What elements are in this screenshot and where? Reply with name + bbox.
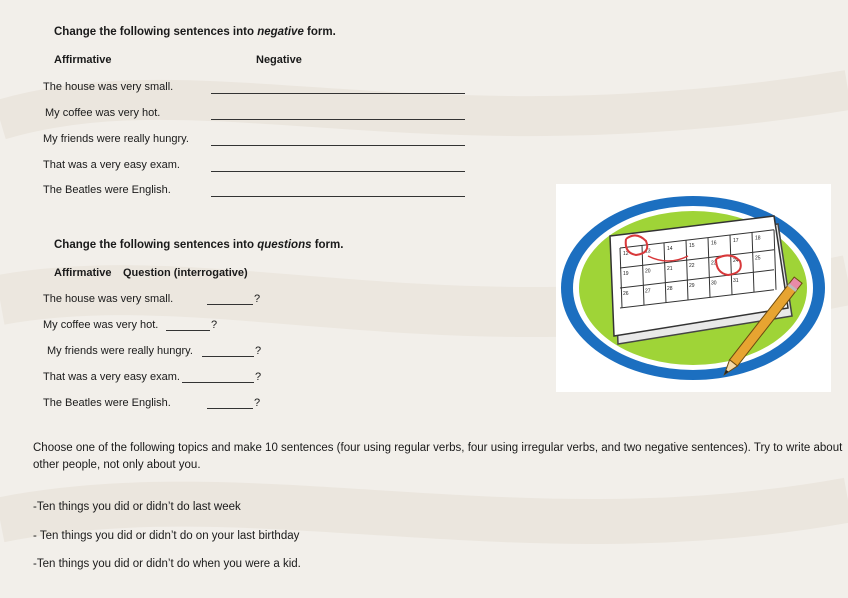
- calendar-day-number: 19: [623, 271, 629, 277]
- calendar-day-number: 23: [711, 260, 717, 267]
- calendar-day-number: 31: [733, 278, 739, 284]
- q-answer-line-2[interactable]: [166, 330, 210, 331]
- calendar-day-number: 12: [623, 251, 629, 257]
- q-sentence-2: My coffee was very hot.: [43, 319, 159, 331]
- neg-answer-line-3[interactable]: [211, 145, 465, 146]
- calendar-day-number: 30: [711, 280, 717, 287]
- section1-heading: Change the following sentences into negative form.: [54, 26, 336, 38]
- col-question: Question (interrogative): [123, 267, 248, 279]
- calendar-pencil-illustration: [556, 184, 831, 392]
- col-negative: Negative: [256, 54, 302, 66]
- instructions-paragraph: Choose one of the following topics and make 10 sentences (four using regular verbs, four using irregular verbs, and two negative sentences). Try to write about other people, not only about you.: [33, 442, 843, 471]
- calendar-day-number: 15: [689, 243, 695, 250]
- neg-answer-line-1[interactable]: [211, 93, 465, 94]
- q-mark-3: ?: [255, 345, 262, 357]
- q-sentence-4: That was a very easy exam.: [43, 371, 180, 383]
- neg-sentence-5: The Beatles were English.: [43, 184, 171, 196]
- topic-3: -Ten things you did or didn’t do when you were a kid.: [33, 558, 301, 570]
- q-mark-4: ?: [255, 371, 262, 383]
- topic-2: - Ten things you did or didn’t do on your last birthday: [33, 530, 300, 542]
- q-mark-1: ?: [254, 293, 261, 305]
- calendar-day-number: 16: [711, 240, 717, 247]
- calendar-day-number: 17: [733, 238, 739, 244]
- neg-sentence-2: My coffee was very hot.: [45, 107, 161, 119]
- calendar-day-number: 14: [667, 245, 673, 252]
- calendar-day-number: 21: [667, 265, 673, 272]
- calendar-day-number: 24: [733, 258, 739, 264]
- calendar-day-number: 20: [645, 268, 651, 275]
- neg-sentence-4: That was a very easy exam.: [43, 159, 180, 171]
- q-sentence-3: My friends were really hungry.: [47, 345, 193, 357]
- calendar-day-number: 18: [755, 235, 761, 242]
- neg-answer-line-5[interactable]: [211, 196, 465, 197]
- calendar-day-number: 28: [667, 285, 673, 292]
- q-sentence-5: The Beatles were English.: [43, 397, 171, 409]
- q-answer-line-5[interactable]: [207, 408, 253, 409]
- calendar-day-number: 29: [689, 283, 695, 290]
- calendar-day-number: 22: [689, 263, 695, 270]
- q-mark-2: ?: [211, 319, 218, 331]
- q-sentence-1: The house was very small.: [43, 293, 174, 305]
- q-mark-5: ?: [254, 397, 261, 409]
- topic-1: -Ten things you did or didn’t do last week: [33, 501, 241, 513]
- calendar-day-number: 13: [645, 248, 651, 255]
- neg-sentence-3: My friends were really hungry.: [43, 133, 189, 145]
- q-answer-line-4[interactable]: [182, 382, 254, 383]
- col-affirmative: Affirmative: [54, 54, 112, 66]
- calendar-day-number: 27: [645, 288, 651, 295]
- neg-answer-line-4[interactable]: [211, 171, 465, 172]
- neg-answer-line-2[interactable]: [211, 119, 465, 120]
- q-answer-line-1[interactable]: [207, 304, 253, 305]
- calendar-day-number: 25: [755, 255, 761, 262]
- q-answer-line-3[interactable]: [202, 356, 254, 357]
- section2-heading: Change the following sentences into questions form.: [54, 239, 344, 251]
- col-affirmative-2: Affirmative: [54, 267, 112, 279]
- neg-sentence-1: The house was very small.: [43, 81, 174, 93]
- calendar-day-number: 26: [623, 291, 629, 297]
